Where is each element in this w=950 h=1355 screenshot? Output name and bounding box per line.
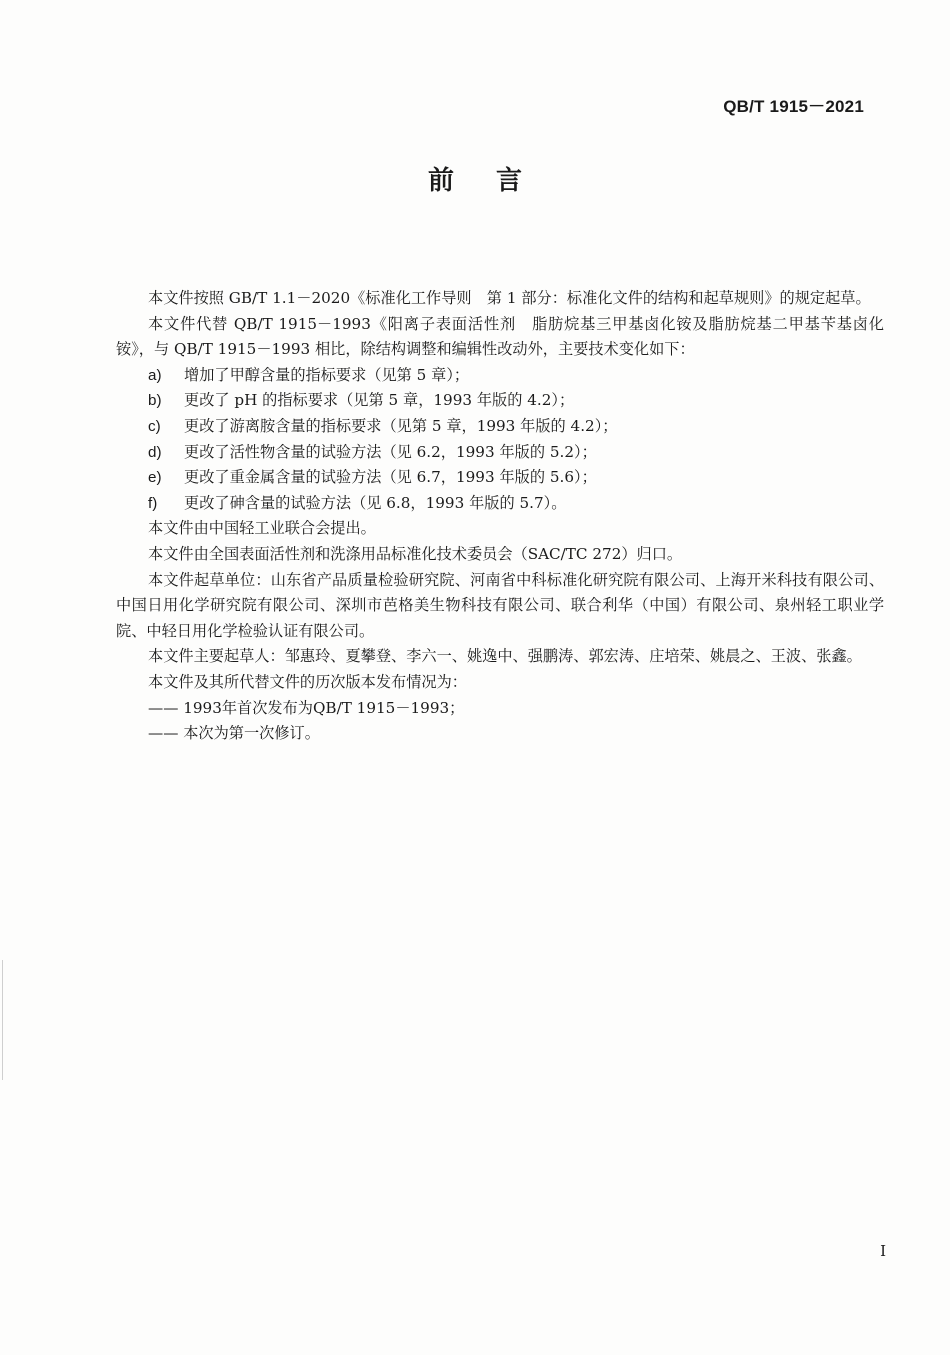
paragraph-drafting-units: 本文件起草单位：山东省产品质量检验研究院、河南省中科标准化研究院有限公司、上海开米科技有限公司、中国日用化学研究院有限公司、深圳市芭格美生物科技有限公司、联合利华（中国）有限公司、泉州轻工职业学院、中轻日用化学检验认证有限公司。 [116, 570, 884, 640]
document-number: QB/T 1915－2021 [723, 97, 864, 116]
technical-changes-list [116, 363, 884, 517]
history-item: —— 本次为第一次修订。 [148, 724, 320, 743]
list-item [116, 363, 884, 389]
list-item-text: 更改了 pH 的指标要求（见第 5 章，1993 年版的 4.2）； [184, 391, 575, 410]
list-item-text: 更改了砷含量的试验方法（见 6.8，1993 年版的 5.7）。 [184, 493, 567, 512]
paragraph-drafting-rules: 本文件按照 GB/T 1.1－2020《标准化工作导则 第 1 部分：标准化文件的结构和起草规则》的规定起草。 [148, 289, 871, 307]
list-item [116, 388, 884, 414]
foreword-body [116, 286, 884, 747]
history-item: —— 1993年首次发布为QB/T 1915－1993； [148, 698, 465, 717]
list-item [116, 414, 884, 440]
list-item-text: 更改了重金属含量的试验方法（见 6.7，1993 年版的 5.6）； [184, 468, 597, 487]
paragraph-drafters: 本文件主要起草人：邹惠玲、夏攀登、李六一、姚逸中、强鹏涛、郭宏涛、庄培荣、姚晨之、王波、张鑫。 [148, 647, 862, 666]
scan-edge-mark [2, 960, 3, 1080]
list-item [116, 491, 884, 517]
page-number: I [880, 1242, 886, 1260]
version-history-list [116, 696, 884, 747]
paragraph-proposer: 本文件由中国轻工业联合会提出。 [148, 519, 376, 538]
list-item-letter: e) [148, 469, 162, 487]
list-item [116, 465, 884, 491]
paragraph-replacement: 本文件代替 QB/T 1915－1993《阳离子表面活性剂 脂肪烷基三甲基卤化铵及脂肪烷基二甲基苄基卤化铵》，与 QB/T 1915－1993 相比，除结构调整和编辑性改动外，主要技术变化如下： [116, 314, 884, 359]
list-item-text: 更改了游离胺含量的指标要求（见第 5 章，1993 年版的 4.2）； [184, 416, 618, 435]
paragraph-committee: 本文件由全国表面活性剂和洗涤用品标准化技术委员会（SAC/TC 272）归口。 [148, 544, 683, 563]
list-item-text: 更改了活性物含量的试验方法（见 6.2，1993 年版的 5.2）； [184, 442, 597, 461]
list-item-letter: a) [148, 366, 162, 384]
list-item-letter: c) [148, 417, 161, 435]
list-item-letter: b) [148, 392, 162, 410]
list-item-text: 增加了甲醇含量的指标要求（见第 5 章）； [184, 365, 470, 384]
list-item-letter: f) [148, 494, 158, 512]
list-item [116, 440, 884, 466]
paragraph-history-intro: 本文件及其所代替文件的历次版本发布情况为： [148, 672, 467, 691]
list-item-letter: d) [148, 443, 162, 461]
page-title: 前言 [427, 166, 564, 196]
